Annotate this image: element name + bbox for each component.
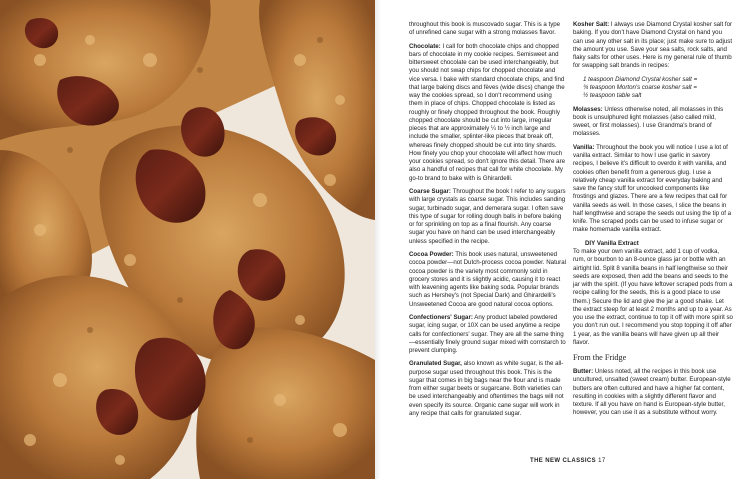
entry-body: This book uses natural, unsweetened cocoa powder—not Dutch-process cocoa powder. Natural cocoa powder is the variety most commonly sold in grocery stores and it is slightly acidic, causing it to react with leavening agents like baking soda. Popular brands such as Hershey's (not Special Dark) and Ghirardelli's Unsweetened Cocoa are good natural cocoa options. xyxy=(409,251,567,308)
entry-body: Unless otherwise noted, all molasses in this book is unsulphured light molasses (also called mild, sweet, or first molasses). I use Grandma's brand of molasses. xyxy=(573,105,724,138)
folio-page-number: 17 xyxy=(598,458,606,464)
entry-vanilla xyxy=(573,144,733,235)
entry-molasses xyxy=(573,106,733,139)
page-gutter xyxy=(375,0,381,479)
entry-term: Butter: xyxy=(573,368,594,375)
entry-body: Unless noted, all the recipes in this book use uncultured, unsalted (sweet cream) butter. European-style butters are often cultured and have a higher fat content, resulting in cookies with a slightly different flavor and texture. If all you have on hand is European-style butter, however, you can use it as a substitute without worry. xyxy=(573,368,731,417)
entry-chocolate xyxy=(409,43,566,183)
entry-term: Chocolate: xyxy=(409,42,441,50)
entry-term: Kosher Salt: xyxy=(573,21,610,28)
salt-line: ½ teaspoon table salt xyxy=(583,92,642,100)
intro-paragraph: throughout this book is muscovado sugar. This is a type of unrefined cane sugar with a strong molasses flavor. xyxy=(409,21,561,37)
entry-body: I call for both chocolate chips and chopped bars of chocolate in my cookie recipes. Semisweet and bittersweet chocolate can be used interchangeably, but you should not swap chips for chopped chocolate and vice versa. I bake with standard chocolate chips, and find that large baking discs and fèves (wide discs) change the way the cookies spread, so I don't recommend using them in place of chips. Chopped chocolate is listed as roughly or finely chopped throughout the book. Roughly chopped chocolate should be cut into large, irregular pieces that are approximately ¼ to ½ inch large and include the smaller, splinter-like pieces that break off, whereas finely chopped should be cut into tiny shards. How finely you chop your chocolate will affect how much your cookies spread, so don't ignore this detail. There are also a handful of recipes that call for white chocolate. My go-to brand to bake with is Ghirardelli. xyxy=(409,42,566,182)
entry-body: I always use Diamond Crystal kosher salt for baking. If you don't have Diamond Crystal on hand you can use any other salt in its place; just make sure to adjust the amount you use. Save your sea salts, rock salts, and flaky salts for other uses. Here is my general rule of thumb for swapping salt brands in recipes: xyxy=(573,21,733,70)
entry-body: Throughout the book you will notice I use a lot of vanilla extract. Similar to how I use garlic in savory recipes, I believe it's difficult to overdo it with vanilla, and cookies often benefit from a generous glug. I use a relatively cheap vanilla extract for everyday baking and save the fancy stuff for uncooked components like frostings and glazes. There are a few recipes that call for vanilla seeds as well. In those cases, I slice the beans in half lengthwise and scrape the seeds out using the tip of a knife. The scraped pods can be used to infuse sugar or make homemade vanilla extract. xyxy=(573,143,732,234)
entry-cocoa-powder xyxy=(409,251,566,309)
entry-body: also known as white sugar, is the all-purpose sugar used throughout this book. This is the sugar that comes in big bags near the flour and is made from either sugar beets or sugarcane. Both varieties can be used interchangeably and oftentimes the bags will not even specify its source. Organic cane sugar will work in any recipe that calls for granulated sugar. xyxy=(409,360,564,417)
entry-term: Molasses: xyxy=(573,105,603,113)
diy-vanilla-body: To make your own vanilla extract, add 1 cup of vodka, rum, or bourbon to an 8-ounce glass jar or bottle with an airtight lid. Split 8 vanilla beans in half lengthwise so their seeds are exposed, then add the beans and seeds to the jar with the spirit. (If you have leftover scraped pods from a recipe calling for the seeds, this is a good place to use them.) Secure the lid and give the jar a good shake. Let the extract steep for at least 2 months and up to a year. As you use the extract, continue to top it off with more spirit so you don't run out. I recommend you stop topping it off after 1 year, as the vanilla beans will have given up all their flavor. xyxy=(573,248,733,346)
entry-term: Confectioners' Sugar: xyxy=(409,314,473,321)
section-heading: From the Fridge xyxy=(573,353,627,362)
entry-confectioners-sugar xyxy=(409,314,566,355)
page-folio xyxy=(530,458,606,464)
salt-line: 1 teaspoon Diamond Crystal kosher salt = xyxy=(583,75,698,83)
entry-term: Vanilla: xyxy=(573,143,595,151)
entry-body: Any product labeled powdered sugar, icing sugar, or 10X can be used anytime a recipe calls for confectioners' sugar. They are all the same thing—essentially finely ground sugar mixed with cornstarch to prevent clumping. xyxy=(409,314,566,354)
entry-term: Coarse Sugar: xyxy=(409,188,451,196)
entry-term: Cocoa Powder: xyxy=(409,251,454,259)
text-column-left xyxy=(409,21,566,423)
entry-term: Granulated Sugar, xyxy=(409,360,462,368)
entry-granulated-sugar xyxy=(409,360,566,418)
entry-body: Throughout the book I refer to any sugars with large crystals as coarse sugar. This includes sanding sugar, turbinado sugar, and demerara sugar. I often save this type of sugar for rolling dough balls in before baking or for sprinkling on top as a final flourish. Any coarse sugar you have on hand can be used interchangeably unless specified in the recipe. xyxy=(409,188,566,245)
salt-conversion-list xyxy=(583,76,733,101)
salt-line: ¾ teaspoon Morton's coarse kosher salt = xyxy=(583,83,697,91)
entry-kosher-salt xyxy=(573,21,733,71)
diy-vanilla-title: DIY Vanilla Extract xyxy=(585,239,639,247)
entry-butter xyxy=(573,368,733,418)
text-column-right xyxy=(573,21,733,423)
entry-coarse-sugar xyxy=(409,188,566,246)
folio-section: THE NEW CLASSICS xyxy=(530,458,597,464)
